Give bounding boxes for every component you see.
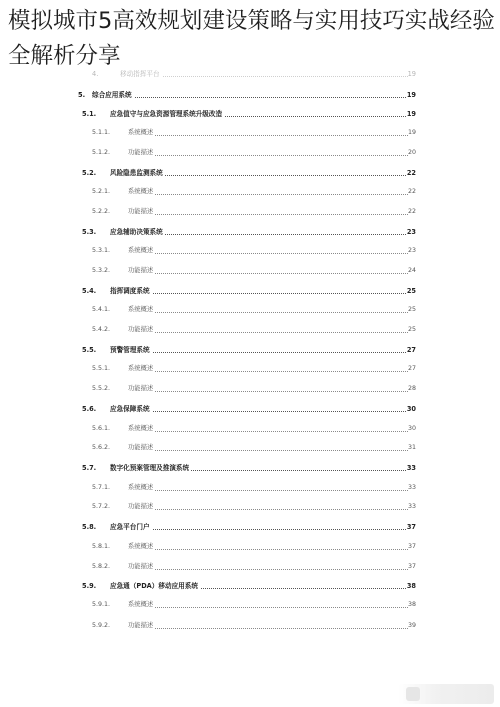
toc-entry[interactable] [0,580,500,592]
toc-entry-number: 5.6.2. [92,444,111,451]
toc-entry-page: 38 [408,599,416,611]
toc-entry[interactable] [0,363,500,375]
toc-entry-page: 19 [408,127,416,139]
watermark [398,684,494,704]
toc-leader-dots [128,508,408,510]
toc-entry[interactable] [0,482,500,494]
toc-entry-number: 5.6.1. [92,425,111,432]
toc-entry[interactable] [0,324,500,336]
toc-leader-dots [128,134,408,136]
toc-entry-label: 预警管理系统 [110,346,150,354]
toc-leader-dots [110,351,408,353]
toc-entry[interactable] [0,620,500,632]
toc-entry-page: 22 [408,186,416,198]
toc-leader-dots [128,154,408,156]
toc-entry-page: 33 [408,501,416,513]
toc-leader-dots [128,548,408,550]
toc-entry-page: 30 [406,405,416,413]
toc-entry-label: 功能描述 [128,561,155,573]
toc-leader-dots [120,75,408,77]
toc-leader-dots [128,568,408,570]
toc-entry-label: 系统概述 [128,304,155,316]
toc-entry[interactable] [0,147,500,159]
toc-entry-page: 31 [408,442,416,454]
toc-entry-number: 5. [78,91,86,99]
toc-entry-page: 39 [408,620,416,632]
toc-entry[interactable] [0,501,500,513]
toc-entry-label: 应急值守与应急资源管理系统升级改造 [110,110,223,118]
toc-entry-label: 功能描述 [128,265,155,277]
toc-entry-page: 28 [408,383,416,395]
toc-leader-dots [128,272,408,274]
toc-entry[interactable] [0,344,500,356]
toc-entry-page: 37 [408,561,416,573]
toc-entry-number: 5.7.1. [92,484,111,491]
toc-entry[interactable] [0,442,500,454]
toc-entry-number: 5.5. [82,346,97,354]
toc-entry-number: 5.6. [82,405,97,413]
toc-entry[interactable] [0,108,500,120]
toc-entry-page: 19 [406,91,416,99]
page-title: 模拟城市5高效规划建设策略与实用技巧实战经验全解析分享 [8,8,495,69]
toc-entry[interactable] [0,383,500,395]
toc-entry-label: 综合应用系统 [92,91,132,99]
toc-entry-page: 23 [408,245,416,257]
toc-entry-number: 5.7.2. [92,503,111,510]
toc-entry-label: 应急通（PDA）移动应用系统 [110,582,198,590]
toc-entry[interactable] [0,561,500,573]
toc-entry-label: 移动指挥平台 [120,70,160,78]
toc-entry[interactable] [0,541,500,553]
toc-entry[interactable] [0,186,500,198]
toc-entry[interactable] [0,521,500,533]
toc-entry-number: 5.4.2. [92,326,111,333]
toc-entry[interactable] [0,599,500,611]
toc-leader-dots [110,410,408,412]
toc-entry-number: 5.1. [82,110,97,118]
toc-entry-page: 38 [406,582,416,590]
toc-entry-page: 37 [408,541,416,553]
toc-entry-page: 24 [408,265,416,277]
toc-entry-page: 37 [406,523,416,531]
toc-entry-page: 20 [408,147,416,159]
toc-entry-label: 系统概述 [128,186,155,198]
toc-leader-dots [128,213,408,215]
toc-entry-label: 功能描述 [128,147,155,159]
toc-entry-page: 19 [407,70,416,78]
toc-entry-number: 5.9.1. [92,601,111,608]
toc-entry-page: 33 [406,464,416,472]
toc-entry-label: 数字化预案管理及推演系统 [110,464,190,472]
toc-leader-dots [110,528,408,530]
toc-entry[interactable] [0,127,500,139]
toc-entry[interactable] [0,403,500,415]
toc-entry-label: 系统概述 [128,599,155,611]
toc-entry-page: 30 [408,423,416,435]
toc-entry[interactable] [0,89,500,101]
toc-entry[interactable] [0,206,500,218]
toc-entry-number: 5.4.1. [92,306,111,313]
toc-entry-page: 25 [406,287,416,295]
toc-entry-page: 25 [408,304,416,316]
toc-entry-number: 5.5.1. [92,365,111,372]
toc-entry-label: 系统概述 [128,363,155,375]
toc-entry-page: 19 [406,110,416,118]
toc-entry-number: 5.9.2. [92,622,111,629]
toc-entry-number: 5.8.1. [92,543,111,550]
toc-entry-number: 5.2. [82,169,97,177]
toc-entry-page: 25 [408,324,416,336]
toc-entry-label: 系统概述 [128,423,155,435]
toc-entry[interactable] [0,167,500,179]
toc-entry-number: 5.2.2. [92,208,111,215]
toc-entry-page: 23 [406,228,416,236]
toc-leader-dots [128,331,408,333]
toc-entry-label: 指挥调度系统 [110,287,150,295]
toc-entry-number: 4. [92,70,99,78]
toc-entry-number: 5.9. [82,582,97,590]
toc-leader-dots [128,193,408,195]
toc-entry-label: 系统概述 [128,127,155,139]
toc-entry-page: 27 [408,363,416,375]
toc-entry-label: 系统概述 [128,482,155,494]
toc-entry[interactable] [0,462,500,474]
toc-leader-dots [128,449,408,451]
toc-leader-dots [128,311,408,313]
toc-entry[interactable] [0,265,500,277]
toc-entry-number: 5.4. [82,287,97,295]
toc-entry-page: 22 [408,206,416,218]
toc-entry-label: 功能描述 [128,442,155,454]
toc-entry-number: 5.3.1. [92,247,111,254]
toc-entry-label: 风险隐患监测系统 [110,169,163,177]
toc-entry[interactable] [0,285,500,297]
toc-entry-number: 5.3. [82,228,97,236]
toc-leader-dots [128,627,408,629]
watermark-logo-icon [406,687,420,701]
toc-leader-dots [128,606,408,608]
toc-leader-dots [128,390,408,392]
toc-entry-label: 功能描述 [128,383,155,395]
toc-entry-label: 系统概述 [128,541,155,553]
toc-entry-number: 5.3.2. [92,267,111,274]
toc-entry-label: 系统概述 [128,245,155,257]
toc-leader-dots [110,292,408,294]
toc-entry-label: 应急平台门户 [110,523,150,531]
toc-entry-label: 功能描述 [128,620,155,632]
toc-entry-number: 5.7. [82,464,97,472]
toc-entry[interactable] [0,304,500,316]
toc-entry[interactable] [0,423,500,435]
toc-entry-number: 5.8.2. [92,563,111,570]
toc-entry-page: 22 [406,169,416,177]
toc-leader-dots [92,96,408,98]
toc-leader-dots [128,252,408,254]
toc-entry-label: 功能描述 [128,206,155,218]
toc-entry[interactable] [0,226,500,238]
toc-leader-dots [128,370,408,372]
toc-entry-label: 功能描述 [128,501,155,513]
toc-entry-label: 功能描述 [128,324,155,336]
toc-entry-label: 应急辅助决策系统 [110,228,163,236]
toc-entry-number: 5.5.2. [92,385,111,392]
toc-leader-dots [128,430,408,432]
toc-entry-number: 5.2.1. [92,188,111,195]
toc-leader-dots [128,489,408,491]
toc-entry-label: 应急保障系统 [110,405,150,413]
toc-entry-number: 5.1.2. [92,149,111,156]
toc-entry-page: 27 [406,346,416,354]
toc-entry-number: 5.1.1. [92,129,111,136]
toc-entry[interactable] [0,245,500,257]
toc-entry-number: 5.8. [82,523,97,531]
toc-entry-page: 33 [408,482,416,494]
